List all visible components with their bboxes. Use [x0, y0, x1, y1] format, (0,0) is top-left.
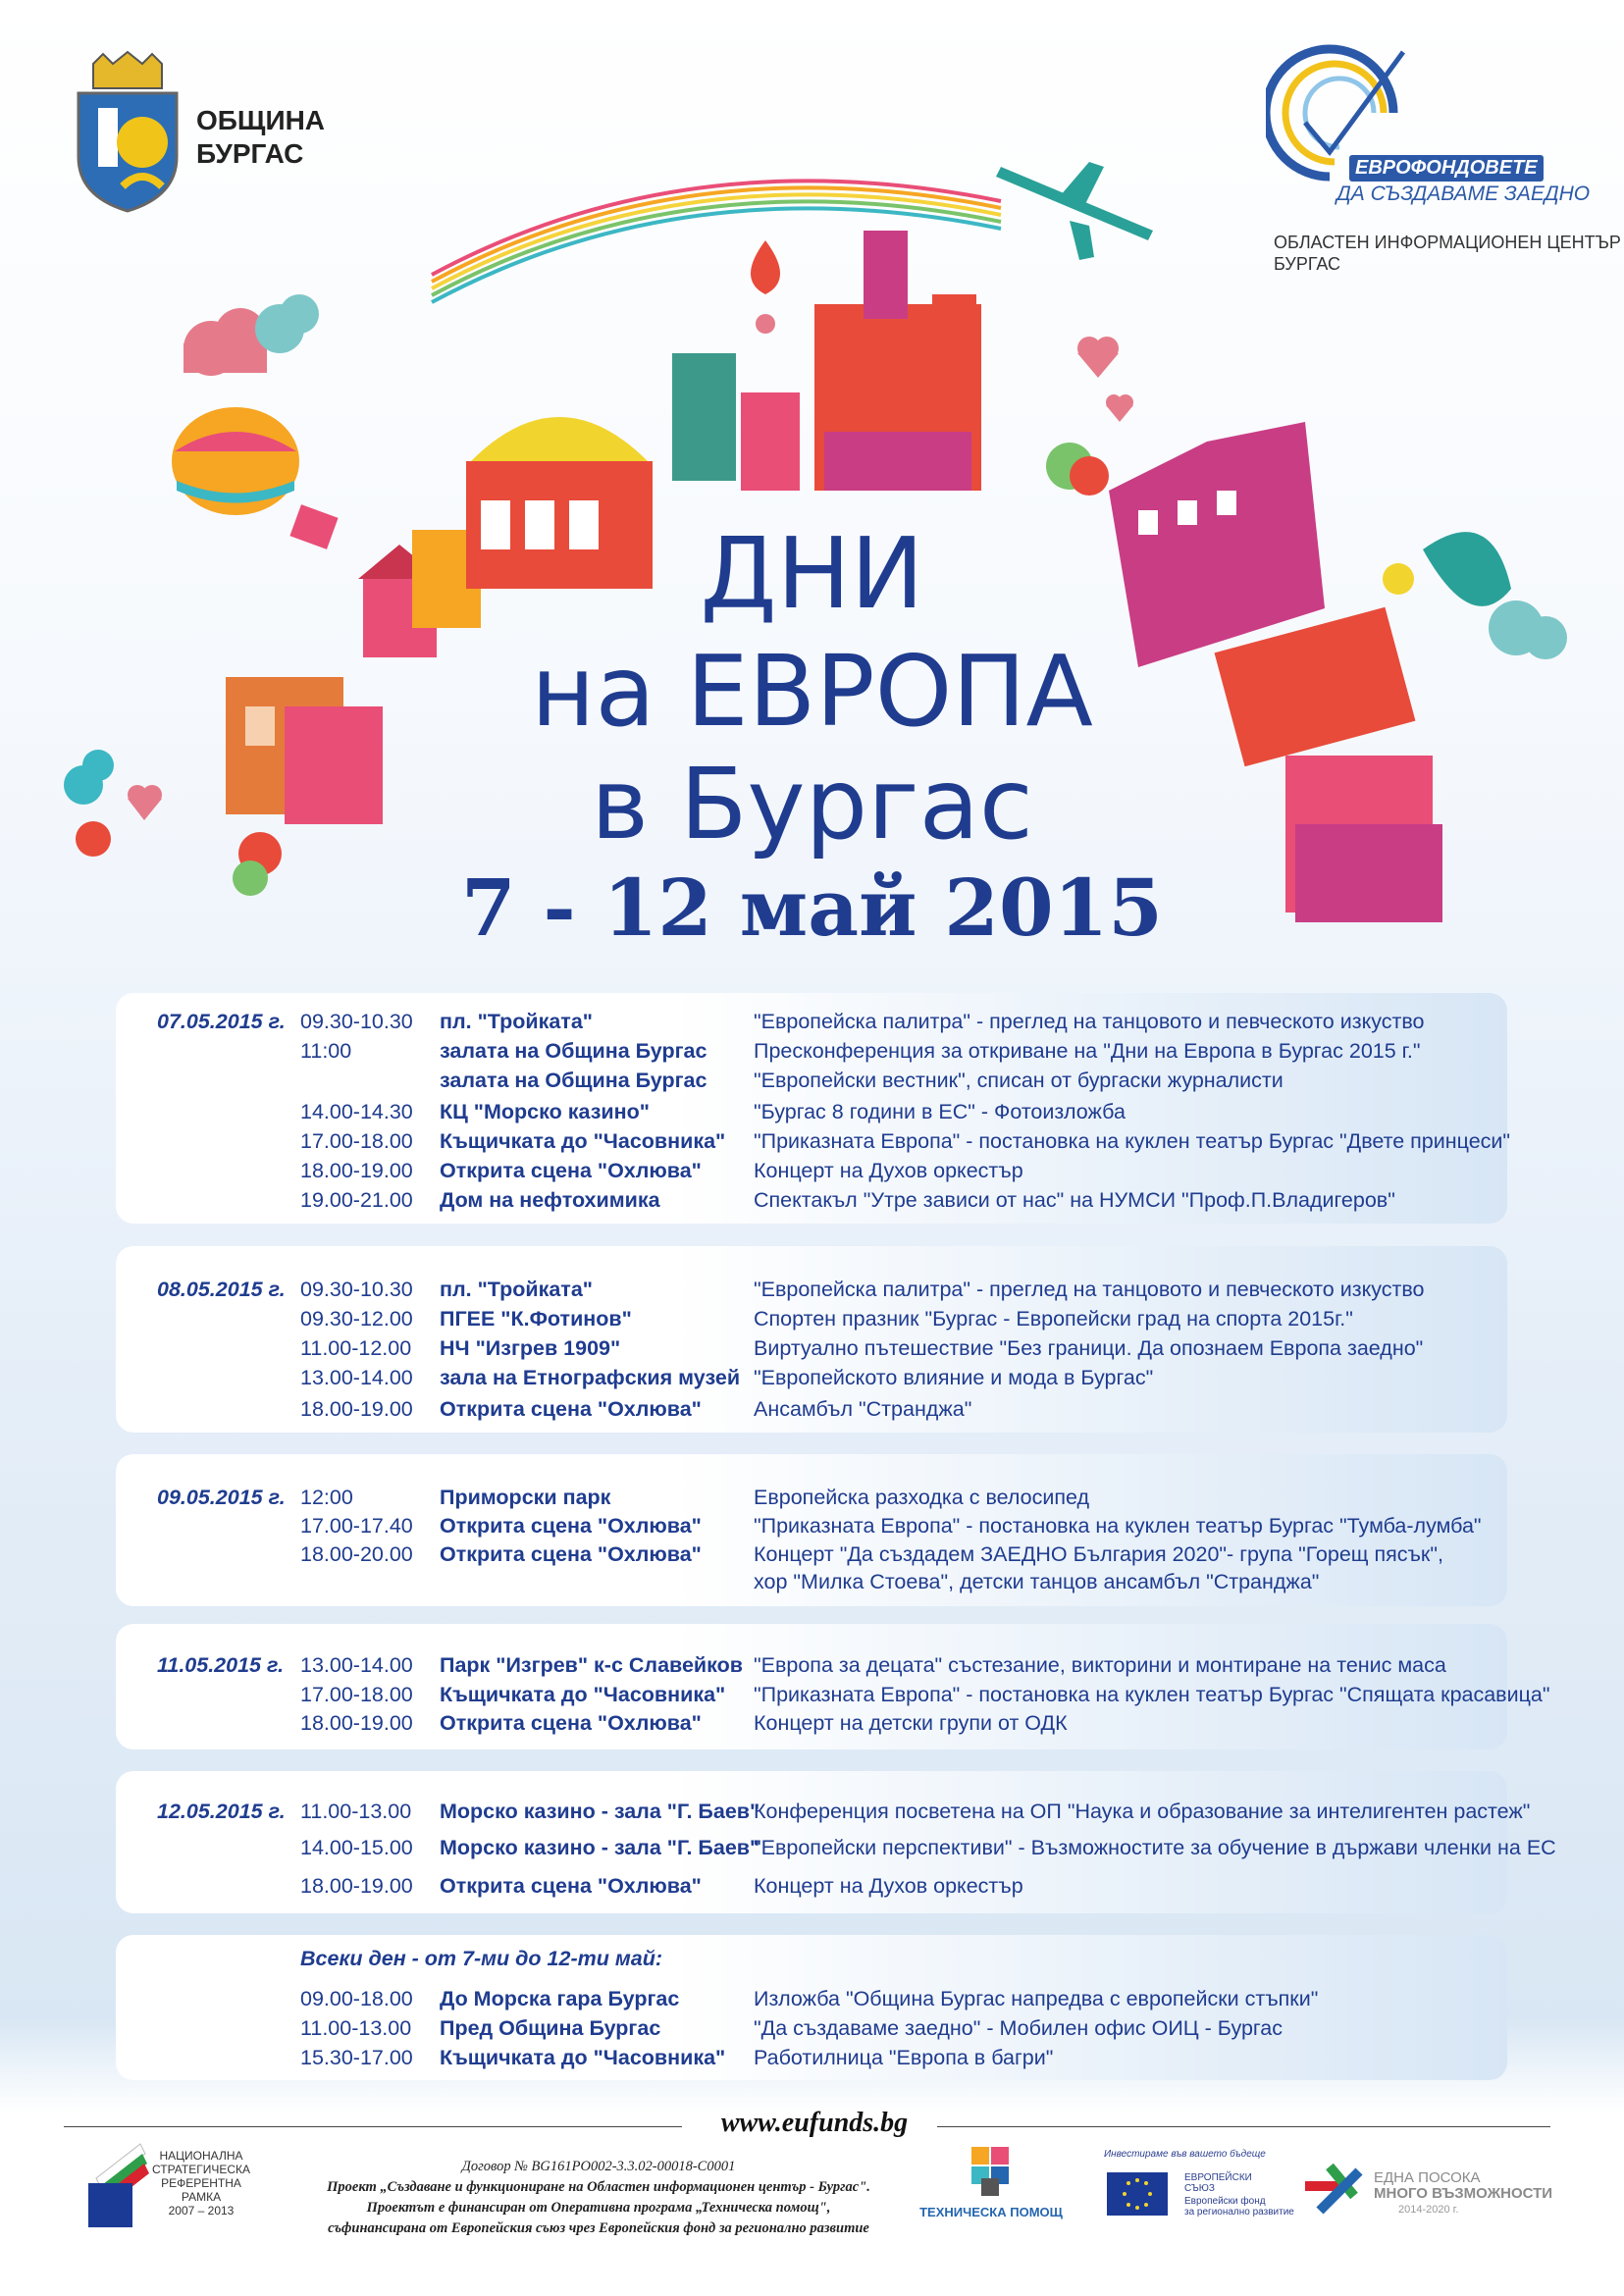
event-place: Дом на нефтохимика — [440, 1188, 660, 1212]
cloud-icon — [183, 308, 267, 376]
event-place: зала на Етнографския музей — [440, 1366, 741, 1389]
title-line1: ДНИ — [700, 516, 924, 631]
event-desc: "Приказната Европа" - постановка на куклен театър Бургас "Двете принцеси" — [754, 1129, 1511, 1153]
one-way-logo — [1300, 2157, 1553, 2225]
event-desc: "Европейски перспективи" - Възможностите за обучение в държави членки на ЕС — [754, 1836, 1556, 1859]
event-place: Къщичката до "Часовника" — [440, 1683, 726, 1706]
schedule-block-0805 — [116, 1246, 1507, 1433]
event-time: 15.30-17.00 — [300, 2046, 413, 2069]
eu-union-text — [1184, 2172, 1302, 2218]
event-place: ПГЕЕ "К.Фотинов" — [440, 1307, 632, 1331]
event-time: 17.00-17.40 — [300, 1514, 413, 1538]
event-desc: хор "Милка Стоева", детски танцов ансамбъл "Странджа" — [754, 1570, 1320, 1593]
event-time: 14.00-15.00 — [300, 1836, 413, 1859]
title-dates: 7 - 12 май 2015 — [461, 861, 1163, 954]
eu-union-line2: СЪЮЗ — [1184, 2183, 1215, 2194]
event-time: 13.00-14.00 — [300, 1366, 413, 1389]
event-desc: "Европейски вестник", списан от бургаски журналисти — [754, 1069, 1283, 1092]
event-time: 14.00-14.30 — [300, 1100, 413, 1123]
event-time: 18.00-19.00 — [300, 1874, 413, 1898]
nsrf-line3: РЕФЕРЕНТНА РАМКА — [161, 2176, 241, 2204]
eufunds-logo-line2: ДА СЪЗДАВАМЕ ЗАЕДНО — [1336, 183, 1591, 205]
schedule-date: 11.05.2015 г. — [157, 1653, 285, 1677]
nsrf-line4: 2007 – 2013 — [168, 2204, 235, 2218]
event-place: Приморски парк — [440, 1486, 611, 1509]
event-time: 09.00-18.00 — [300, 1987, 413, 2010]
every-day-heading: Всеки ден - от 7-ми до 12-ти май: — [300, 1947, 662, 1970]
event-desc: "Бургас 8 години в ЕС" - Фотоизложба — [754, 1100, 1126, 1123]
event-place: Открита сцена "Охлюва" — [440, 1874, 702, 1898]
one-way-line1: ЕДНА ПОСОКА — [1374, 2169, 1481, 2186]
drop-icon — [751, 240, 780, 334]
event-place: залата на Община Бургас — [440, 1039, 707, 1063]
event-place: залата на Община Бургас — [440, 1069, 707, 1092]
rainbow-icon — [432, 181, 1001, 302]
event-desc: "Европейска палитра" - преглед на танцовото и певческото изкуство — [754, 1010, 1425, 1033]
one-way-years: 2014-2020 г. — [1398, 2204, 1459, 2216]
event-place: пл. "Тройката" — [440, 1010, 593, 1033]
event-time: 09.30-12.00 — [300, 1307, 413, 1331]
one-way-arrow-icon — [1300, 2157, 1374, 2220]
schedule-block-every-day — [116, 1935, 1507, 2080]
event-time: 09.30-10.30 — [300, 1010, 413, 1033]
event-time: 18.00-20.00 — [300, 1542, 413, 1566]
eu-invest-note: Инвестираме във вашето бъдеще — [1104, 2149, 1266, 2160]
info-center-line2: БУРГАС — [1274, 254, 1340, 274]
event-desc: Спектакъл "Утре зависи от нас" на НУМСИ "Проф.П.Владигеров" — [754, 1188, 1395, 1212]
event-place: Открита сцена "Охлюва" — [440, 1514, 702, 1538]
contract-number: Договор № BG161PO002-3.3.02-00018-C0001 — [461, 2159, 736, 2174]
event-place: Морско казино - зала "Г. Баев" — [440, 1836, 760, 1859]
event-time: 11.00-13.00 — [300, 2016, 412, 2040]
event-desc: Изложба "Община Бургас напредва с европейски стъпки" — [754, 1987, 1319, 2010]
event-desc: "Европейска палитра" - преглед на танцовото и певческото изкуство — [754, 1278, 1425, 1301]
event-time: 13.00-14.00 — [300, 1653, 413, 1677]
municipality-line2: БУРГАС — [196, 138, 304, 169]
event-time: 17.00-18.00 — [300, 1683, 413, 1706]
schedule-date: 07.05.2015 г. — [157, 1010, 286, 1033]
event-desc: "Приказната Европа" - постановка на куклен театър Бургас "Тумба-лумба" — [754, 1514, 1482, 1538]
event-place: Открита сцена "Охлюва" — [440, 1397, 702, 1421]
event-desc: Концерт "Да създадем ЗАЕДНО България 2020"- група "Горещ пясък", — [754, 1542, 1443, 1566]
event-desc: "Европейското влияние и мода в Бургас" — [754, 1366, 1154, 1389]
event-time: 18.00-19.00 — [300, 1159, 413, 1182]
event-desc: Работилница "Европа в багри" — [754, 2046, 1054, 2069]
footer-divider-left — [64, 2126, 682, 2127]
event-desc: "Да създаваме заедно" - Мобилен офис ОИЦ - Бургас — [754, 2016, 1283, 2040]
schedule-date: 08.05.2015 г. — [157, 1278, 286, 1301]
event-desc: Концерт на Духов оркестър — [754, 1159, 1023, 1182]
event-desc: "Европа за децата" състезание, викторини и монтиране на тенис маса — [754, 1653, 1446, 1677]
event-place: Морско казино - зала "Г. Баев" — [440, 1800, 760, 1823]
eu-union-line1: ЕВРОПЕЙСКИ — [1184, 2172, 1252, 2183]
contract-cofinancing: съфинансирана от Европейския съюз чрез Европейския фонд за регионално развитие — [328, 2220, 869, 2236]
title-line2: на ЕВРОПА — [531, 634, 1093, 749]
event-time: 11.00-12.00 — [300, 1336, 412, 1360]
technical-assistance-name: ТЕХНИЧЕСКА ПОМОЩ — [919, 2205, 1063, 2219]
event-time: 09.30-10.30 — [300, 1278, 413, 1301]
event-place: До Морска гара Бургас — [440, 1987, 680, 2010]
event-time: 18.00-19.00 — [300, 1397, 413, 1421]
technical-assistance-logo — [917, 2147, 1065, 2219]
event-place: КЦ "Морско казино" — [440, 1100, 650, 1123]
event-place: пл. "Тройката" — [440, 1278, 593, 1301]
event-place: Пред Община Бургас — [440, 2016, 661, 2040]
municipality-line1: ОБЩИНА — [196, 105, 326, 135]
schedule-date: 12.05.2015 г. — [157, 1800, 286, 1823]
event-place: Парк "Изгрев" к-с Славейков — [440, 1653, 743, 1677]
eu-flag-icon — [1107, 2172, 1168, 2216]
schedule-block-0705 — [116, 993, 1511, 1224]
nsrf-line2: СТРАТЕГИЧЕСКА — [152, 2163, 250, 2176]
schedule-date: 09.05.2015 г. — [157, 1486, 286, 1509]
event-time: 12:00 — [300, 1486, 353, 1509]
eu-fund-line1: Европейски фонд — [1184, 2196, 1266, 2207]
event-place: Открита сцена "Охлюва" — [440, 1159, 702, 1182]
one-way-line2: МНОГО ВЪЗМОЖНОСТИ — [1374, 2185, 1553, 2202]
event-place: Открита сцена "Охлюва" — [440, 1711, 702, 1735]
eu-fund-line2: за регионално развитие — [1184, 2207, 1294, 2218]
event-time: 19.00-21.00 — [300, 1188, 413, 1212]
eu-logos — [1104, 2149, 1294, 2218]
event-desc: Европейска разходка с велосипед — [754, 1486, 1090, 1509]
contract-program: Проектът е финансиран от Оперативна програма „Техническа помощ", — [366, 2200, 831, 2216]
event-place: Открита сцена "Охлюва" — [440, 1542, 702, 1566]
title-line3: в Бургас — [591, 747, 1033, 861]
event-desc: Ансамбъл "Странджа" — [754, 1397, 972, 1421]
event-desc: Концерт на детски групи от ОДК — [754, 1711, 1068, 1735]
event-desc: Конференция посветена на ОП "Наука и образование за интелигентен растеж" — [754, 1800, 1531, 1823]
event-time: 11.00-13.00 — [300, 1800, 412, 1823]
schedule-block-1105 — [116, 1624, 1550, 1749]
one-way-text — [1374, 2170, 1570, 2202]
nsrf-text — [142, 2149, 260, 2218]
eufunds-logo-line1: ЕВРОФОНДОВЕТЕ — [1349, 155, 1544, 182]
event-desc: Концерт на Духов оркестър — [754, 1874, 1023, 1898]
contract-info — [275, 2157, 922, 2239]
nsrf-line1: НАЦИОНАЛНА — [159, 2149, 243, 2163]
event-time: 11:00 — [300, 1039, 352, 1063]
event-desc: Пресконференция за откриване на "Дни на Европа в Бургас 2015 г." — [754, 1039, 1421, 1063]
event-desc: Виртуално пътешествие "Без граници. Да опознаем Европа заедно" — [754, 1336, 1424, 1360]
airplane-icon — [996, 162, 1153, 260]
schedule-block-1205 — [116, 1771, 1556, 1913]
event-place: Къщичката до "Часовника" — [440, 2046, 726, 2069]
contract-project: Проект „Създаване и функциониране на Областен информационен център - Бургас". — [327, 2179, 870, 2195]
event-place: НЧ "Изгрев 1909" — [440, 1336, 621, 1360]
event-desc: "Приказната Европа" - постановка на куклен театър Бургас "Спящата красавица" — [754, 1683, 1550, 1706]
website-link[interactable]: www.eufunds.bg — [720, 2108, 909, 2138]
info-center-line1: ОБЛАСТЕН ИНФОРМАЦИОНЕН ЦЕНТЪР — [1274, 233, 1621, 252]
schedule-block-0905 — [116, 1454, 1507, 1606]
event-place: Къщичката до "Часовника" — [440, 1129, 726, 1153]
event-desc: Спортен празник "Бургас - Европейски град на спорта 2015г." — [754, 1307, 1353, 1331]
footer-divider-right — [937, 2126, 1550, 2127]
puzzle-icon — [957, 2147, 1025, 2196]
event-time: 17.00-18.00 — [300, 1129, 413, 1153]
event-time: 18.00-19.00 — [300, 1711, 413, 1735]
